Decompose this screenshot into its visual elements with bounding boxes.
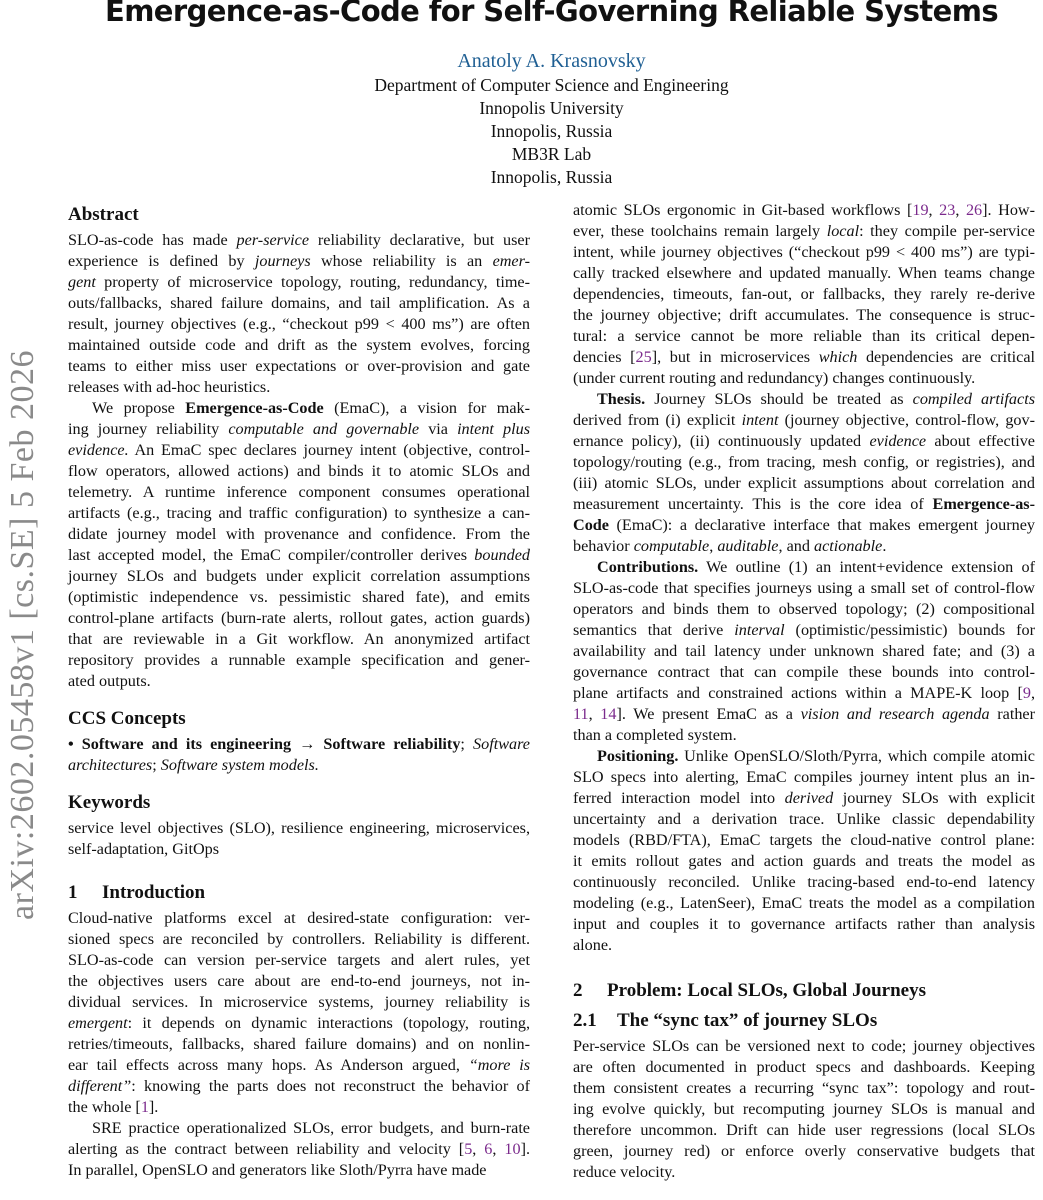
text-line: alerting as the contract between reliability and velocity [5, 6, 10]. [68, 1140, 530, 1158]
abstract-heading: Abstract [68, 204, 139, 225]
affiliation-location: Innopolis, Russia [490, 121, 613, 141]
affiliation-university: Innopolis University [479, 98, 624, 118]
text-line: dependencies, timeouts, fan-out, or fallbacks, they rarely re-derive [573, 285, 1035, 303]
text-line: reduce velocity. [573, 1163, 676, 1181]
text-line: didate journey model with provenance and confidence. From the [68, 525, 530, 543]
text-line: Cloud-native platforms excel at desired-state configuration: ver- [68, 909, 530, 927]
affiliation-lab-location: Innopolis, Russia [490, 167, 613, 187]
text-line: are often documented in product specs and dashboards. Keeping [573, 1058, 1035, 1076]
text-line: maintained outside code and drift as the system evolves, forcing [68, 336, 530, 354]
text-line: journey SLOs and budgets under explicit correlation assumptions [68, 567, 530, 585]
text-line: ever, these toolchains remain largely local: they compile per-service [573, 222, 1035, 240]
introduction-heading [68, 878, 530, 908]
text-line: ear tail effects across many hops. As Anderson argued, “more is [68, 1056, 530, 1074]
text-line: SLO-as-code that specifies journeys using a small set of control-flow [573, 579, 1035, 597]
section-title: Introduction [102, 882, 206, 903]
text-line: measurement uncertainty. This is the core idea of Emergence-as- [573, 495, 1035, 513]
right-column [573, 200, 1035, 1183]
intro-paragraph-1 [68, 908, 530, 1118]
ccs-concepts-heading: CCS Concepts [68, 708, 186, 729]
text-line: alone. [573, 936, 613, 954]
text-line: gent property of microservice topology, routing, redundancy, time- [68, 273, 530, 291]
citation-link[interactable]: 23 [939, 201, 956, 219]
affiliation-department: Department of Computer Science and Engineering [374, 75, 729, 95]
text-line: In parallel, OpenSLO and generators like Sloth/Pyrra have made [68, 1161, 487, 1179]
text-line: availability and tail latency under unknown shared fate; and (3) a [573, 642, 1035, 660]
subsection-title: The “sync tax” of journey SLOs [617, 1010, 878, 1031]
text-line: the objectives users care about are end-to-end journeys, not in- [68, 972, 530, 990]
text-line: behavior computable, auditable, and actionable. [573, 537, 887, 555]
text-line: self-adaptation, GitOps [68, 840, 220, 858]
text-line: experience is defined by journeys whose reliability is an emer- [68, 252, 530, 270]
text-line: (iii) atomic SLOs, under explicit assumptions about correlation and [573, 474, 1035, 492]
affiliation-lab: MB3R Lab [511, 144, 592, 164]
text-line: Code (EmaC): a declarative interface that makes emergent journey [573, 516, 1035, 534]
subsection-2-1-heading [573, 1006, 1035, 1036]
text-line: sioned specs are reconciled by controllers. Reliability is different. [68, 930, 530, 948]
citation-link[interactable]: 10 [504, 1140, 521, 1158]
arxiv-stamp: arXiv:2602.05458v1 [cs.SE] 5 Feb 2026 [4, 349, 41, 920]
text-line: architectures; Software system models. [68, 756, 319, 774]
text-line: than a completed system. [573, 726, 737, 744]
text-line: We propose Emergence-as-Code (EmaC), a vision for mak- [92, 399, 531, 417]
ccs-concepts-text [68, 734, 530, 776]
text-line: topology/routing (e.g., from tracing, mesh config, or registries), and [573, 453, 1035, 471]
intro-paragraph-2-continued [573, 200, 1035, 389]
text-line: dencies [25], but in microservices which dependencies are critical [573, 348, 1036, 366]
text-line: ing journey reliability computable and governable via intent plus [68, 420, 530, 438]
text-line: intent, while journey objectives (“checkout p99 < 400 ms”) are typi- [573, 243, 1035, 261]
section-number: 2 [573, 980, 583, 1001]
text-line: flow operators, allowed actions) and binds it to atomic SLOs and [68, 462, 530, 480]
text-line: governance contract that can compile these bounds into control- [573, 663, 1035, 681]
text-line: artifacts (e.g., tracing and traffic configuration) to synthesize a can- [68, 504, 530, 522]
intro-paragraph-2 [68, 1118, 530, 1181]
text-line: ing evolve quickly, but recomputing journey SLOs is manual and [573, 1100, 1035, 1118]
section-title: Problem: Local SLOs, Global Journeys [607, 980, 926, 1001]
text-line: outs/fallbacks, shared failure domains, and tail amplification. As a [68, 294, 530, 312]
paper-title: Emergence-as-Code for Self-Governing Reliable Systems [104, 0, 998, 28]
text-line: releases with ad-hoc heuristics. [68, 378, 271, 396]
text-line: semantics that derive interval (optimistic/pessimistic) bounds for [573, 621, 1035, 639]
text-line: ernance policy), (ii) continuously updated evidence about effective [573, 432, 1035, 450]
text-line: teams to either miss user expectations or over-provision and gate [68, 357, 530, 375]
text-line: Positioning. Unlike OpenSLO/Sloth/Pyrra, which compile atomic [597, 747, 1035, 765]
text-line: SLO specs into alerting, EmaC compiles journey intent plus an in- [573, 768, 1035, 786]
text-line: therefore uncommon. Drift can hide user regressions (local SLOs [573, 1121, 1035, 1139]
abstract-paragraph-1 [68, 230, 530, 398]
text-line: 11, 14]. We present EmaC as a vision and research agenda rather [573, 705, 1035, 723]
text-line: green, journey red) or enforce overly conservative budgets that [573, 1142, 1035, 1160]
citation-link[interactable]: 19 [912, 201, 929, 219]
citation-link[interactable]: 14 [600, 705, 617, 723]
text-line: modeling (e.g., LatenSeer), EmaC treats the model as a compilation [573, 894, 1035, 912]
keywords-text [68, 818, 530, 860]
text-line: it emits rollout gates and action guards and treats the model as [573, 852, 1035, 870]
text-line: control-plane artifacts (burn-rate alerts, rollout gates, action guards) [68, 609, 530, 627]
text-line: (optimistic independence vs. pessimistic shared fate), and emits [68, 588, 530, 606]
text-line: derived from (i) explicit intent (journey objective, control-flow, gov- [573, 411, 1035, 429]
text-line: • Software and its engineering → Software reliability; Software [68, 735, 530, 753]
citation-link[interactable]: 5 [464, 1140, 473, 1158]
text-line: SLO-as-code can version per-service targets and alert rules, yet [68, 951, 530, 969]
text-line: cally tracked elsewhere and updated manually. When teams change [573, 264, 1035, 282]
citation-link[interactable]: 25 [635, 348, 652, 366]
text-line: ated outputs. [68, 672, 151, 690]
section-number: 1 [68, 882, 78, 903]
text-line: evidence. An EmaC spec declares journey intent (objective, control- [68, 441, 530, 459]
thesis-paragraph [573, 389, 1035, 557]
text-line: last accepted model, the EmaC compiler/controller derives bounded [68, 546, 530, 564]
text-line: dividual services. In microservice systems, journey reliability is [68, 993, 530, 1011]
sync-tax-paragraph [573, 1036, 1035, 1183]
text-line: models (RBD/FTA), EmaC targets the cloud-native control plane: [573, 831, 1035, 849]
text-line: tural: a service cannot be more reliable than its critical depen- [573, 327, 1035, 345]
section-2-heading [573, 976, 1035, 1006]
text-line: the whole [1]. [68, 1098, 159, 1116]
citation-link[interactable]: 11 [573, 705, 589, 723]
contributions-paragraph [573, 557, 1035, 746]
text-line: operators and binds them to observed topology; (2) compositional [573, 600, 1035, 618]
text-line: continuously reconciled. Unlike tracing-based end-to-end latency [573, 873, 1035, 891]
citation-link[interactable]: 26 [965, 201, 983, 219]
text-line: SRE practice operationalized SLOs, error budgets, and burn-rate [92, 1119, 530, 1137]
text-line: Per-service SLOs can be versioned next to code; journey objectives [573, 1037, 1035, 1055]
text-line: plane artifacts and constrained actions within a MAPE-K loop [9, [573, 684, 1035, 702]
text-line: service level objectives (SLO), resilience engineering, microservices, [68, 819, 530, 837]
text-line: Thesis. Journey SLOs should be treated as compiled artifacts [597, 390, 1035, 408]
text-line: telemetry. A runtime inference component consumes operational [68, 483, 530, 501]
text-line: ferred interaction model into derived journey SLOs with explicit [573, 789, 1036, 807]
citation-link[interactable]: 6 [484, 1140, 493, 1158]
keywords-heading: Keywords [68, 792, 151, 813]
subsection-number: 2.1 [573, 1010, 597, 1031]
text-line: the journey objective; drift accumulates. The consequence is struc- [573, 306, 1035, 324]
text-line: (under current routing and redundancy) changes continuously. [573, 369, 976, 387]
text-line: different”: knowing the parts does not reconstruct the behavior of [68, 1077, 530, 1095]
text-line: that are reviewable in a Git workflow. An anonymized artifact [68, 630, 530, 648]
text-line: them consistent creates a recurring “sync tax”: topology and rout- [573, 1079, 1035, 1097]
citation-link[interactable]: 1 [140, 1098, 149, 1116]
text-line: SLO-as-code has made per-service reliability declarative, but user [68, 231, 530, 249]
author-name[interactable]: Anatoly A. Krasnovsky [457, 50, 646, 72]
text-line: uncertainty and a derivation trace. Unlike classic dependability [573, 810, 1035, 828]
text-line: input and couples it to governance artifacts rather than analysis [573, 915, 1035, 933]
text-line: atomic SLOs ergonomic in Git-based workflows [19, 23, 26]. How- [573, 201, 1035, 219]
text-line: emergent: it depends on dynamic interactions (topology, routing, [68, 1014, 530, 1032]
text-line: result, journey objectives (e.g., “checkout p99 < 400 ms”) are often [68, 315, 530, 333]
text-line: Contributions. We outline (1) an intent+evidence extension of [597, 558, 1035, 576]
left-column [68, 200, 530, 1181]
text-line: repository provides a runnable example specification and gener- [68, 651, 530, 669]
abstract-paragraph-2 [68, 398, 530, 692]
text-line: retries/timeouts, fallbacks, shared failure domains) and on nonlin- [68, 1035, 530, 1053]
positioning-paragraph [573, 746, 1035, 956]
citation-link[interactable]: 9 [1022, 684, 1031, 702]
